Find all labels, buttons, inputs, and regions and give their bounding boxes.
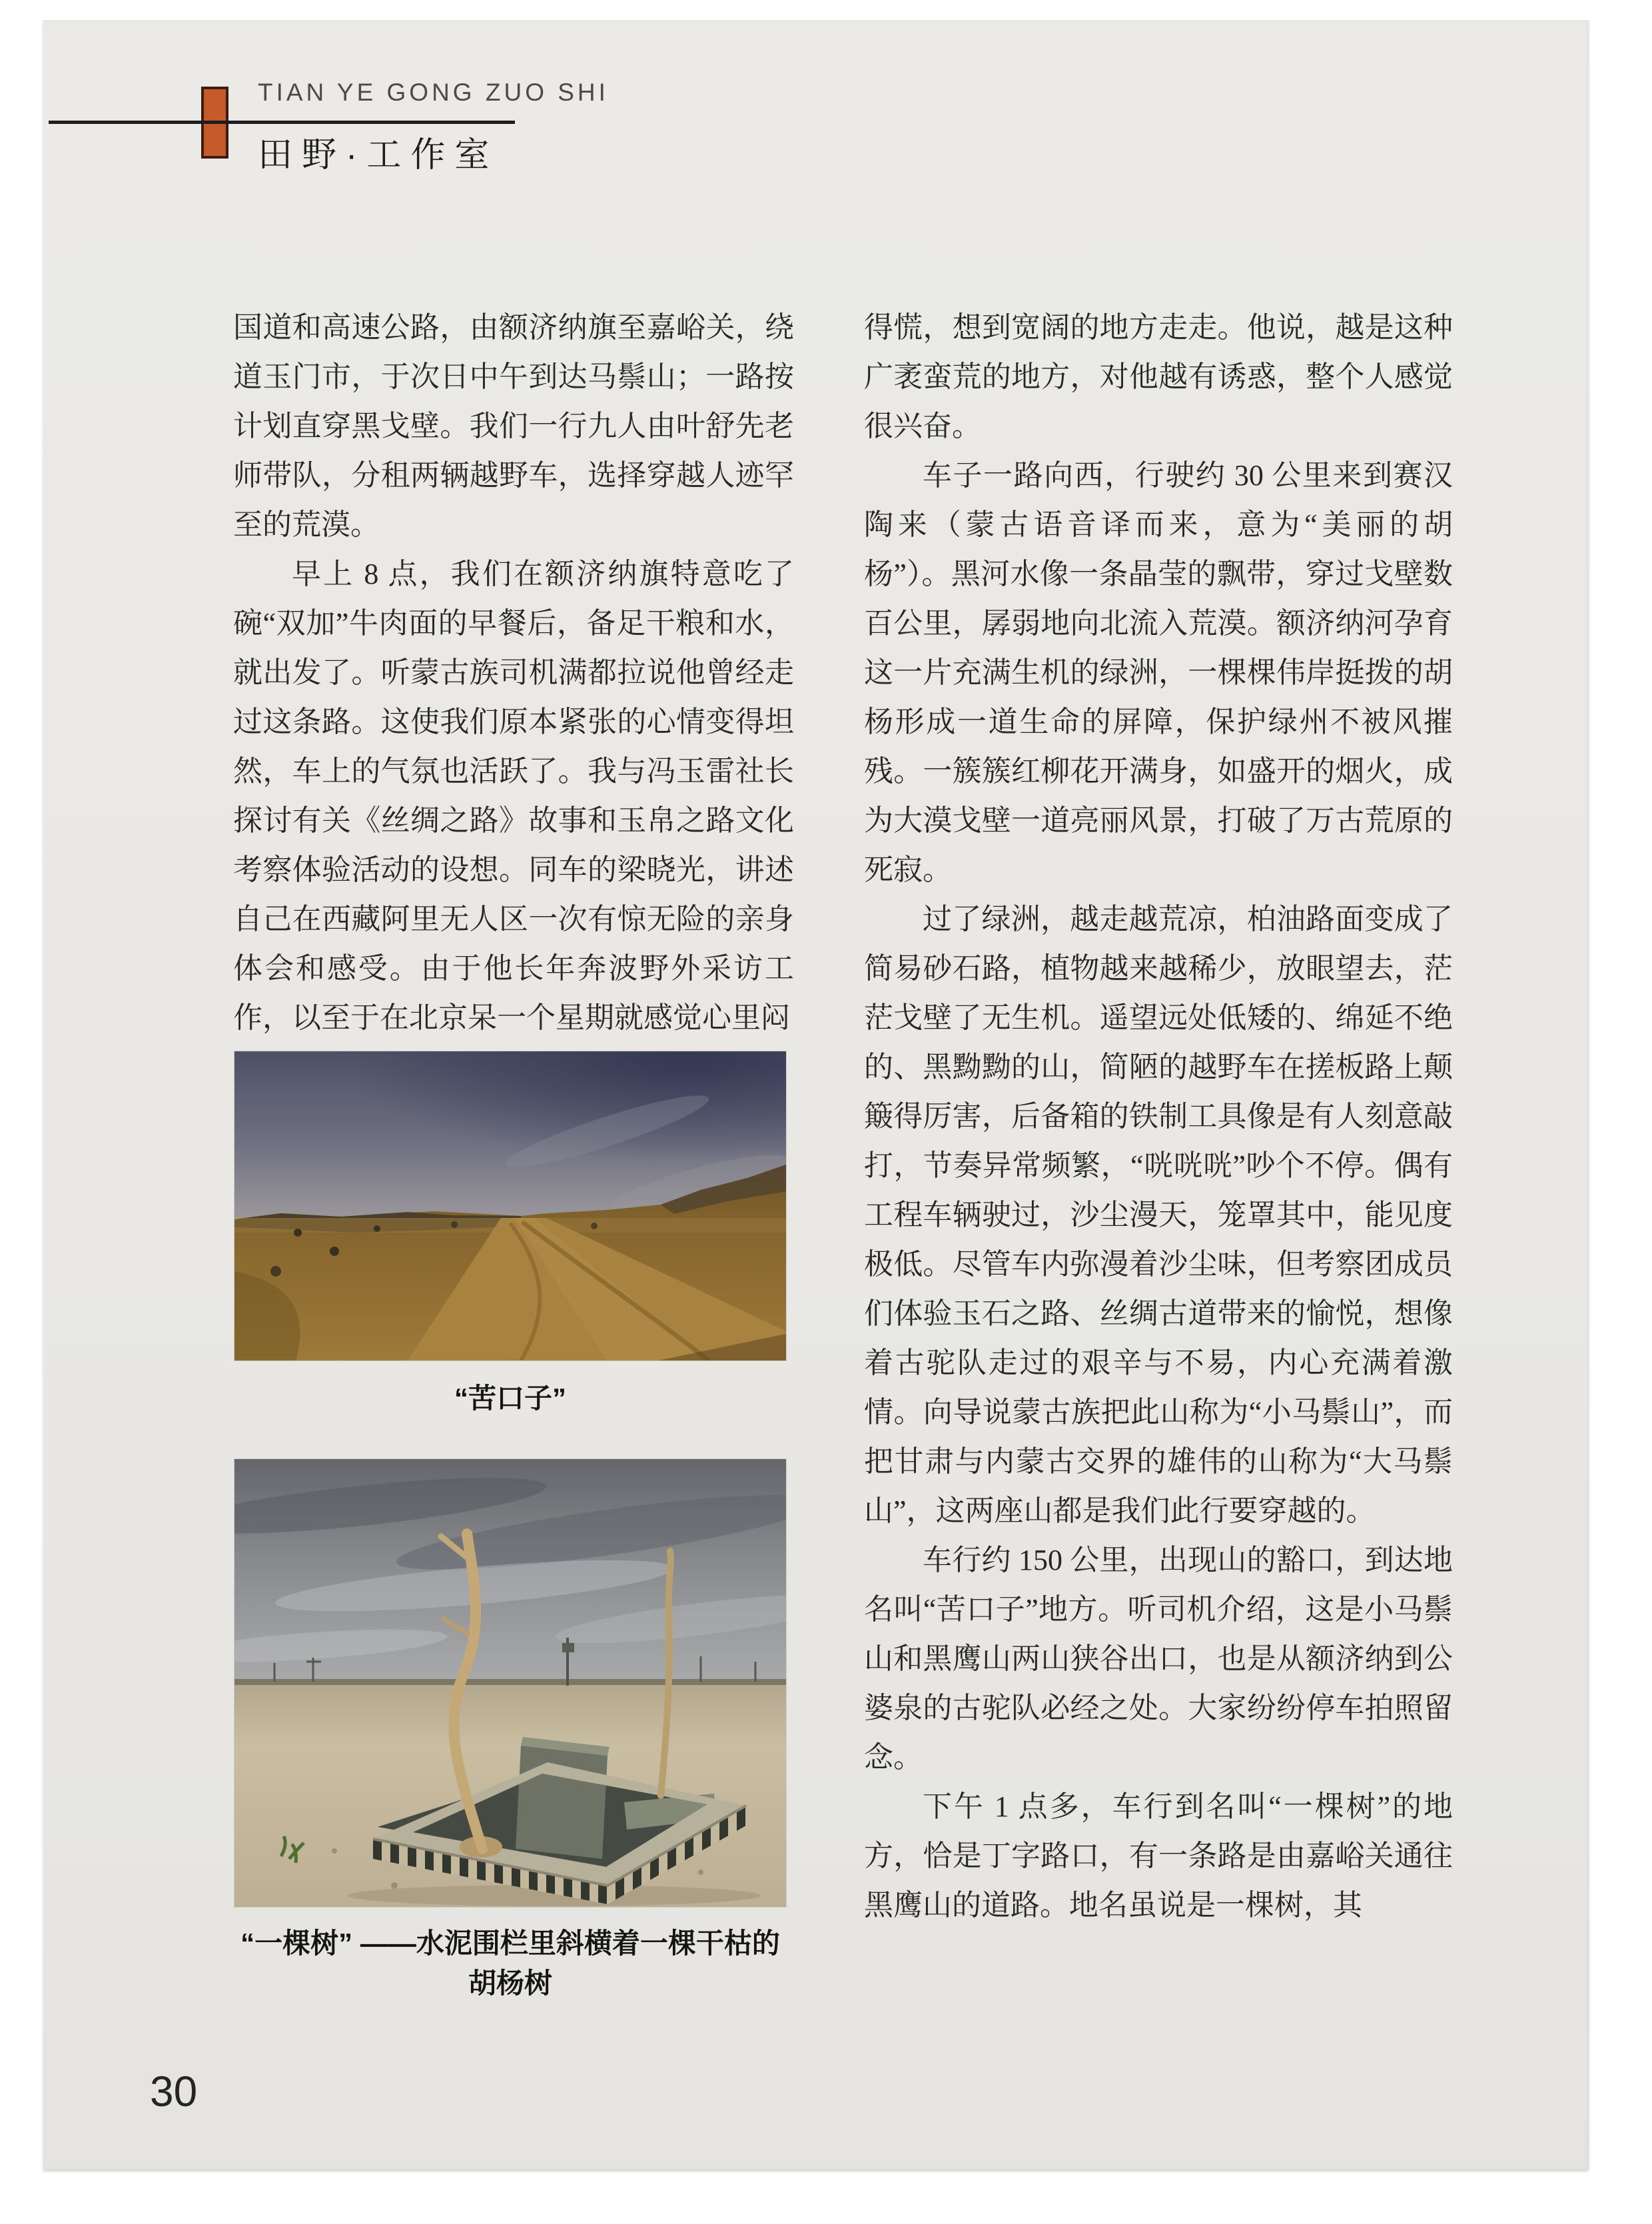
desert-road-illustration — [234, 1051, 786, 1361]
right-text-column — [864, 303, 1453, 1930]
dried-tree-enclosure-illustration — [234, 1459, 786, 1907]
paragraph: 早上 8 点，我们在额济纳旗特意吃了碗“双加”牛肉面的早餐后，备足干粮和水，就出发了。听蒙古族司机满都拉说他曾经走过这条路。这使我们原本紧张的心情变得坦然，车上的气氛也活跃了。我与冯玉雷社长探讨有关《丝绸之路》故事和玉帛之路文化考察体验活动的设想。同车的梁晓光，讲述自己在西藏阿里无人区一次有惊无险的亲身体会和感受。由于他长年奔波野外采访工作，以至于在北京呆一个星期就感觉心里闷 — [233, 558, 794, 1034]
photo-yikeshu — [234, 1459, 786, 1907]
paragraph: 车子一路向西，行驶约 30 公里来到赛汉陶来（蒙古语音译而来，意为“美丽的胡杨”）。黑河水像一条晶莹的飘带，穿过戈壁数百公里，孱弱地向北流入荒漠。额济纳河孕育这一片充满生机的绿洲，一棵棵伟岸挺拨的胡杨形成一道生命的屏障，保护绿州不被风摧残。一簇簇红柳花开满身，如盛开的烟火，成为大漠戈壁一道亮丽风景，打破了万古荒原的死寂。 — [864, 459, 1453, 886]
page-number: 30 — [150, 2067, 198, 2115]
paragraph: 车行约 150 公里，出现山的豁口，到达地名叫“苦口子”地方。听司机介绍，这是小马鬃山和黑鹰山两山狭谷出口，也是从额济纳到公婆泉的古驼队必经之处。大家纷纷停车拍照留念。 — [864, 1544, 1453, 1774]
paragraph: 过了绿洲，越走越荒凉，柏油路面变成了简易砂石路，植物越来越稀少，放眼望去，茫茫戈壁了无生机。遥望远处低矮的、绵延不绝的、黑黝黝的山，简陋的越野车在搓板路上颠簸得厉害，后备箱的铁制工具像是有人刻意敲打，节奏异常频繁，“咣咣咣”吵个不停。偶有工程车辆驶过，沙尘漫天，笼罩其中，能见度极低。尽管车内弥漫着沙尘味，但考察团成员们体验玉石之路、丝绸古道带来的愉悦，想像着古驼队走过的艰辛与不易，内心充满着激情。向导说蒙古族把此山称为“小马鬃山”，而把甘肃与内蒙古交界的雄伟的山称为“大马鬃山”，这两座山都是我们此行要穿越的。 — [864, 903, 1453, 1527]
header-pinyin-title: TIAN YE GONG ZUO SHI — [258, 79, 609, 106]
paragraph: 下午 1 点多，车行到名叫“一棵树”的地方，恰是丁字路口，有一条路是由嘉峪关通往黑鹰山的道路。地名虽说是一棵树，其 — [864, 1790, 1453, 1922]
photo-caption-yikeshu: “一棵树” ——水泥围栏里斜横着一棵干枯的胡杨树 — [240, 1928, 780, 1999]
header-rule — [49, 121, 515, 124]
photo-kukouzi — [234, 1051, 786, 1361]
photo-caption-kukouzi: “苦口子” — [454, 1383, 566, 1414]
left-text-column — [233, 303, 794, 1043]
photo2-sky — [234, 1459, 786, 1683]
magazine-page — [43, 20, 1589, 2169]
header-section-title: 田野·工作室 — [258, 136, 499, 175]
paragraph: 得慌，想到宽阔的地方走走。他说，越是这种广袤蛮荒的地方，对他越有诱惑，整个人感觉很兴奋。 — [864, 311, 1453, 442]
paragraph: 国道和高速公路，由额济纳旗至嘉峪关，绕道玉门市，于次日中午到达马鬃山；一路按计划直穿黑戈壁。我们一行九人由叶舒先老师带队，分租两辆越野车，选择穿越人迹罕至的荒漠。 — [233, 311, 794, 541]
